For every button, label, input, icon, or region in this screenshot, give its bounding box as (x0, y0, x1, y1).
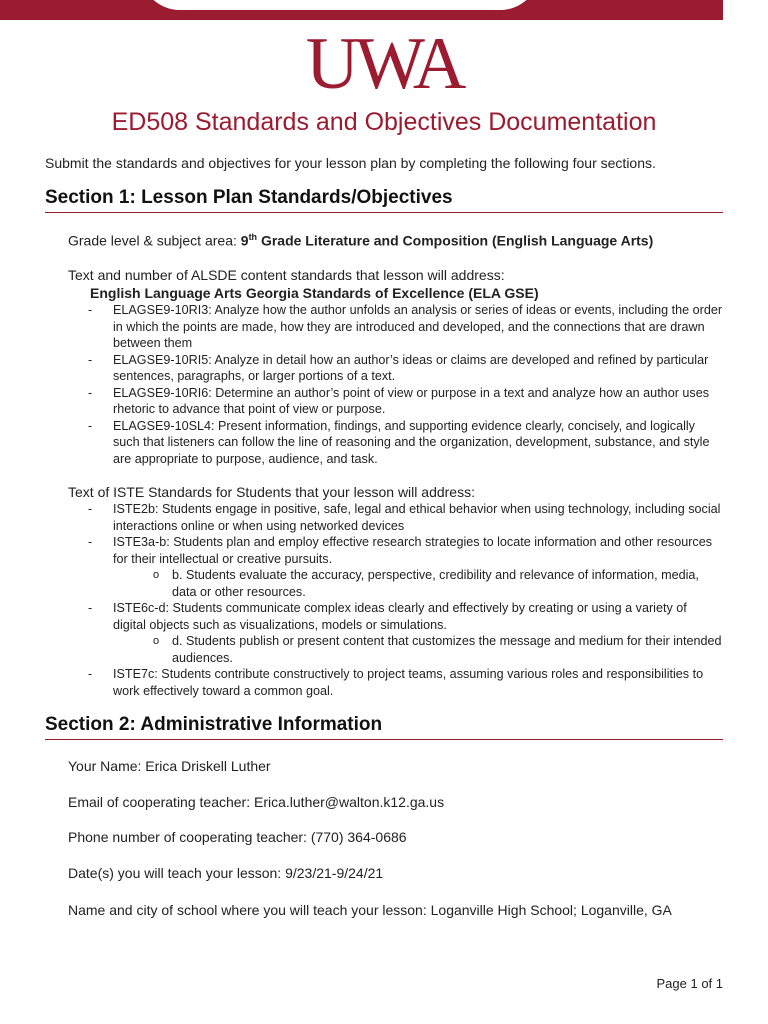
intro-text: Submit the standards and objectives for your lesson plan by completing the following four sections. (45, 155, 656, 171)
list-item: - ISTE2b: Students engage in positive, safe, legal and ethical behavior when using technology, including social interactions online or when using networked devices (68, 501, 723, 534)
grade-value: Grade Literature and Composition (English Language Arts) (257, 232, 654, 249)
school-name-city: Name and city of school where you will teach your lesson: Loganville High School; Loganville, GA (68, 902, 672, 918)
teaching-dates: Date(s) you will teach your lesson: 9/23/21-9/24/21 (68, 865, 384, 881)
list-item: - ELAGSE9-10RI6: Determine an author’s point of view or purpose in a text and analyze how an author uses rhetoric to advance that point of view or purpose. (68, 385, 723, 418)
alsde-standards-list (68, 302, 723, 467)
list-item: - ISTE7c: Students contribute constructively to project teams, assuming various roles and responsibilities to work effectively toward a common goal. (68, 666, 723, 699)
sub-list-item: o b. Students evaluate the accuracy, perspective, credibility and relevance of information, media, data or other resources. (68, 567, 723, 600)
alsde-heading: English Language Arts Georgia Standards of Excellence (ELA GSE) (90, 285, 539, 301)
iste-label: Text of ISTE Standards for Students that your lesson will address: (68, 484, 475, 500)
section2-heading: Section 2: Administrative Information (45, 714, 723, 740)
iste-standards-list (68, 501, 723, 699)
teacher-phone: Phone number of cooperating teacher: (770) 364-0686 (68, 829, 407, 845)
grade-level-line (68, 232, 653, 249)
teacher-email: Email of cooperating teacher: Erica.luther@walton.k12.ga.us (68, 794, 445, 810)
list-item: - ISTE3a-b: Students plan and employ effective research strategies to locate information and other resources for their intellectual or creative pursuits. (68, 534, 723, 567)
list-item: - ELAGSE9-10SL4: Present information, findings, and supporting evidence clearly, concisely, and logically such that listeners can follow the line of reasoning and the organization, development, substance, and style are appropriate to purpose, audience, and task. (68, 418, 723, 468)
grade-number: 9 (240, 232, 249, 249)
grade-suffix: th (248, 232, 258, 242)
list-item: - ELAGSE9-10RI5: Analyze in detail how an author’s ideas or claims are developed and refined by particular sentences, paragraphs, or larger portions of a text. (68, 352, 723, 385)
page-number: Page 1 of 1 (656, 976, 723, 991)
list-item: - ELAGSE9-10RI3: Analyze how the author unfolds an analysis or series of ideas or events, including the order in which the points are made, how they are introduced and developed, and the connections that are drawn between them (68, 302, 723, 352)
section1-heading: Section 1: Lesson Plan Standards/Objectives (45, 187, 723, 213)
alsde-label: Text and number of ALSDE content standards that lesson will address: (68, 267, 505, 283)
sub-list-item: o d. Students publish or present content that customizes the message and medium for their intended audiences. (68, 633, 723, 666)
grade-label: Grade level & subject area: (68, 232, 241, 249)
uwa-logo: UWA (305, 23, 463, 105)
your-name: Your Name: Erica Driskell Luther (68, 758, 271, 774)
header-band-notch (140, 0, 540, 10)
document-title: ED508 Standards and Objectives Documentation (111, 108, 657, 136)
list-item: - ISTE6c-d: Students communicate complex ideas clearly and effectively by creating or using a variety of digital objects such as visualizations, models or simulations. (68, 600, 723, 633)
